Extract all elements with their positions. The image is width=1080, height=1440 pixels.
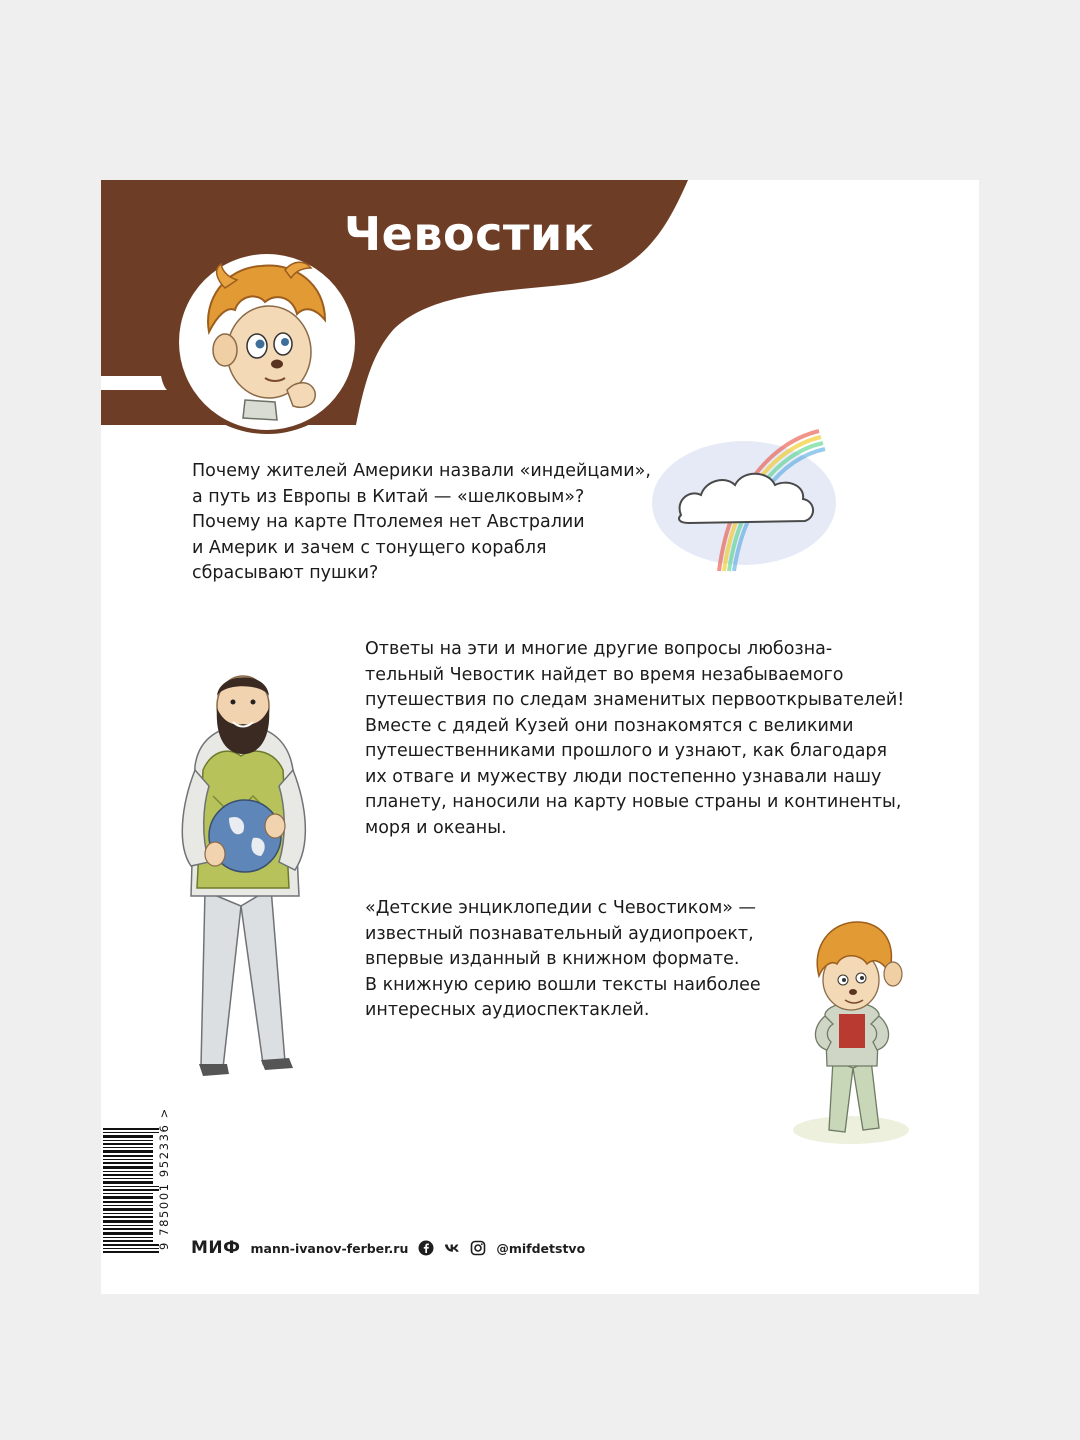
text-line: впервые изданный в книжном формате.	[365, 949, 740, 969]
text-line: сбрасывают пушки?	[192, 563, 379, 583]
uncle-kuzya-illustration	[143, 666, 343, 1106]
text-line: известный познавательный аудиопроект,	[365, 923, 754, 944]
text-line: путешественниками прошлого и узнают, как благодаря	[365, 741, 888, 761]
isbn-number: 9 785001 952336 >	[157, 1107, 171, 1250]
instagram-icon[interactable]	[470, 1240, 486, 1256]
book-title: Чевостик	[344, 207, 595, 261]
answers-paragraph	[365, 637, 905, 841]
text-line: и Америк и зачем с тонущего корабля	[192, 537, 547, 558]
text-line: их отваге и мужеству люди постепенно узнавали нашу	[365, 766, 882, 787]
publisher-website[interactable]: mann-ivanov-ferber.ru	[250, 1240, 409, 1256]
text-line: планету, наносили на карту новые страны и континенты,	[365, 792, 902, 812]
text-line: моря и океаны.	[365, 817, 507, 838]
vk-icon[interactable]	[444, 1240, 460, 1256]
text-line: а путь из Европы в Китай — «шелковым»?	[192, 486, 585, 507]
text-line: интересных аудиоспектаклей.	[365, 1000, 650, 1020]
text-line: путешествия по следам знаменитых первооткрывателей!	[365, 690, 905, 710]
text-line: Вместе с дядей Кузей они познакомятся с великими	[365, 715, 854, 736]
publisher-footer	[191, 1236, 585, 1260]
barcode	[101, 1126, 163, 1256]
chevostik-standing-illustration	[781, 910, 931, 1150]
text-line: Ответы на эти и многие другие вопросы любозна-	[365, 639, 833, 659]
text-line: «Детские энциклопедии с Чевостиком» —	[365, 898, 757, 918]
chevostik-portrait	[165, 240, 369, 444]
text-line: тельный Чевостик найдет во время незабываемого	[365, 664, 844, 685]
text-line: Почему на карте Птолемея нет Австралии	[192, 512, 585, 532]
text-line: Почему жителей Америки назвали «индейцами»,	[192, 461, 651, 481]
social-handle[interactable]: @mifdetstvo	[496, 1240, 586, 1256]
series-info-paragraph	[365, 896, 785, 1024]
book-back-cover	[101, 180, 979, 1294]
text-line: В книжную серию вошли тексты наиболее	[365, 974, 761, 995]
facebook-icon[interactable]	[418, 1240, 434, 1256]
cloud-rainbow-illustration	[649, 423, 849, 573]
intro-questions-paragraph	[192, 459, 662, 587]
publisher-logo: МИФ	[191, 1238, 241, 1258]
